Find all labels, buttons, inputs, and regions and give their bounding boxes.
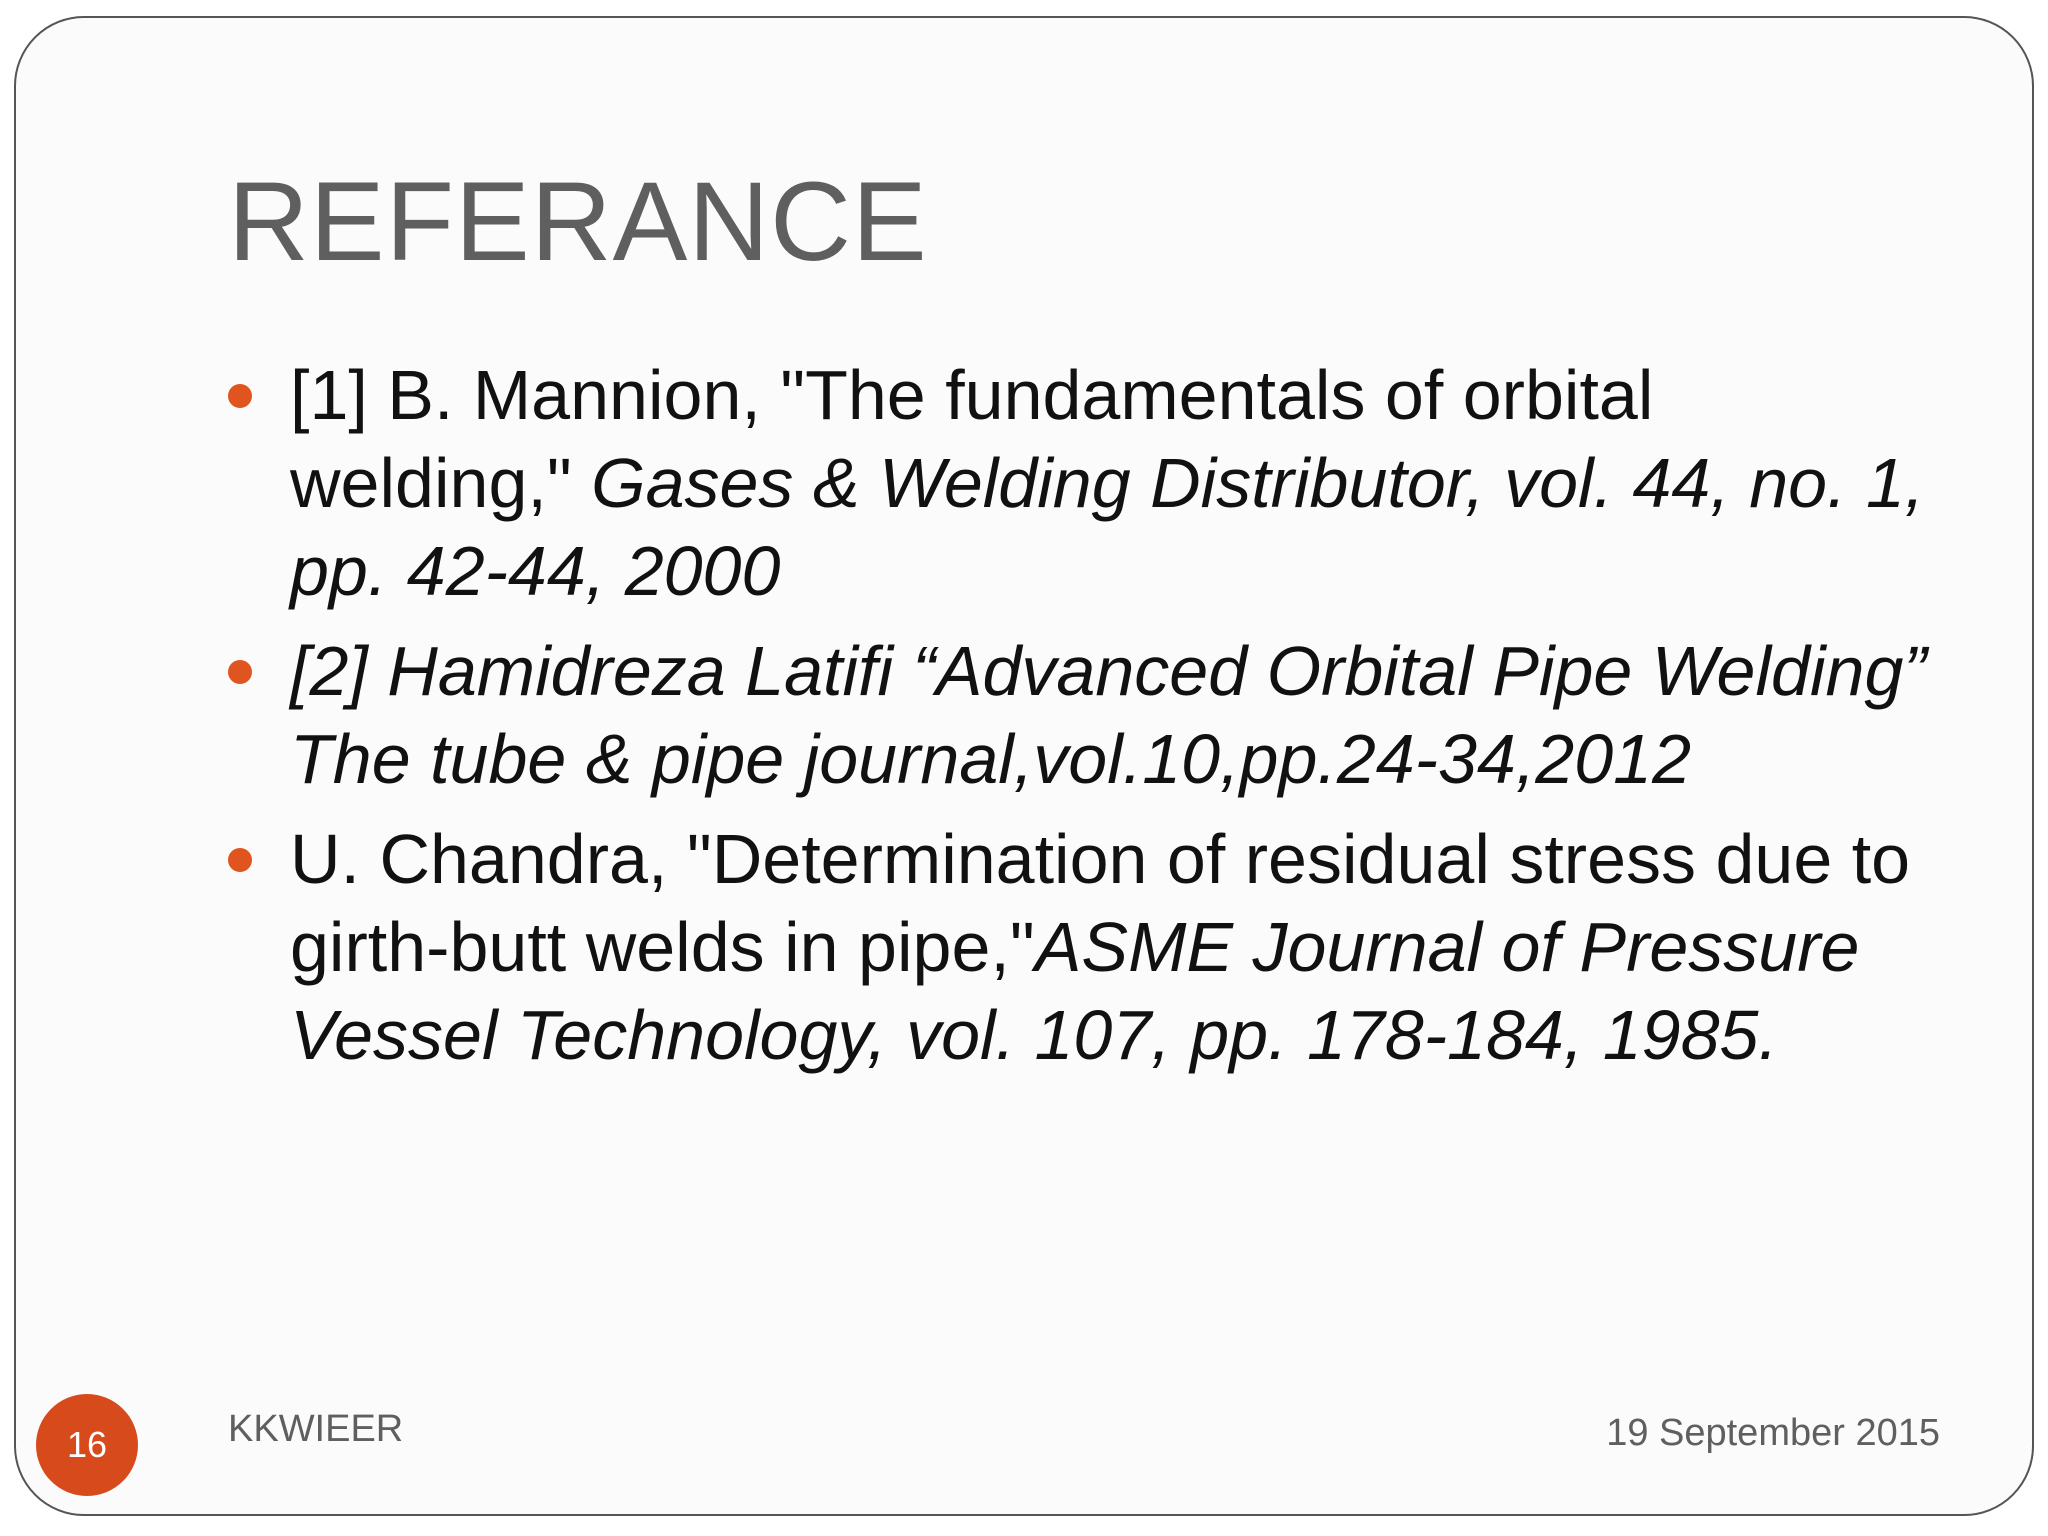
footer-institution: KKWIEER: [228, 1408, 404, 1450]
slide-title: REFERANCE: [228, 159, 928, 284]
footer-date: 19 September 2015: [1606, 1412, 1940, 1454]
reference-3-text: U. Chandra, "Determination of residual stress due to girth-butt welds in pipe,": [290, 820, 1911, 986]
bullet-icon: [228, 848, 252, 872]
reference-list: [228, 351, 1948, 1091]
reference-1-text: [1] B. Mannion, "The fundamentals of orbital welding,": [290, 356, 1654, 522]
reference-item-1: [228, 351, 1948, 615]
reference-item-2: [228, 627, 1948, 803]
reference-item-3: [228, 815, 1948, 1079]
bullet-icon: [228, 660, 252, 684]
reference-1-source: Gases & Welding Distributor, vol. 44, no. 1, pp. 42-44, 2000: [290, 444, 1925, 610]
page-number-badge: 16: [36, 1394, 138, 1496]
reference-3-source: ASME Journal of Pressure Vessel Technology, vol. 107, pp. 178-184, 1985.: [290, 908, 1860, 1074]
bullet-icon: [228, 384, 252, 408]
reference-2-text: [2] Hamidreza Latifi “Advanced Orbital Pipe Welding” The tube & pipe journal,vol.10,pp.24-34,2012: [290, 632, 1927, 798]
slide: [14, 16, 2034, 1516]
